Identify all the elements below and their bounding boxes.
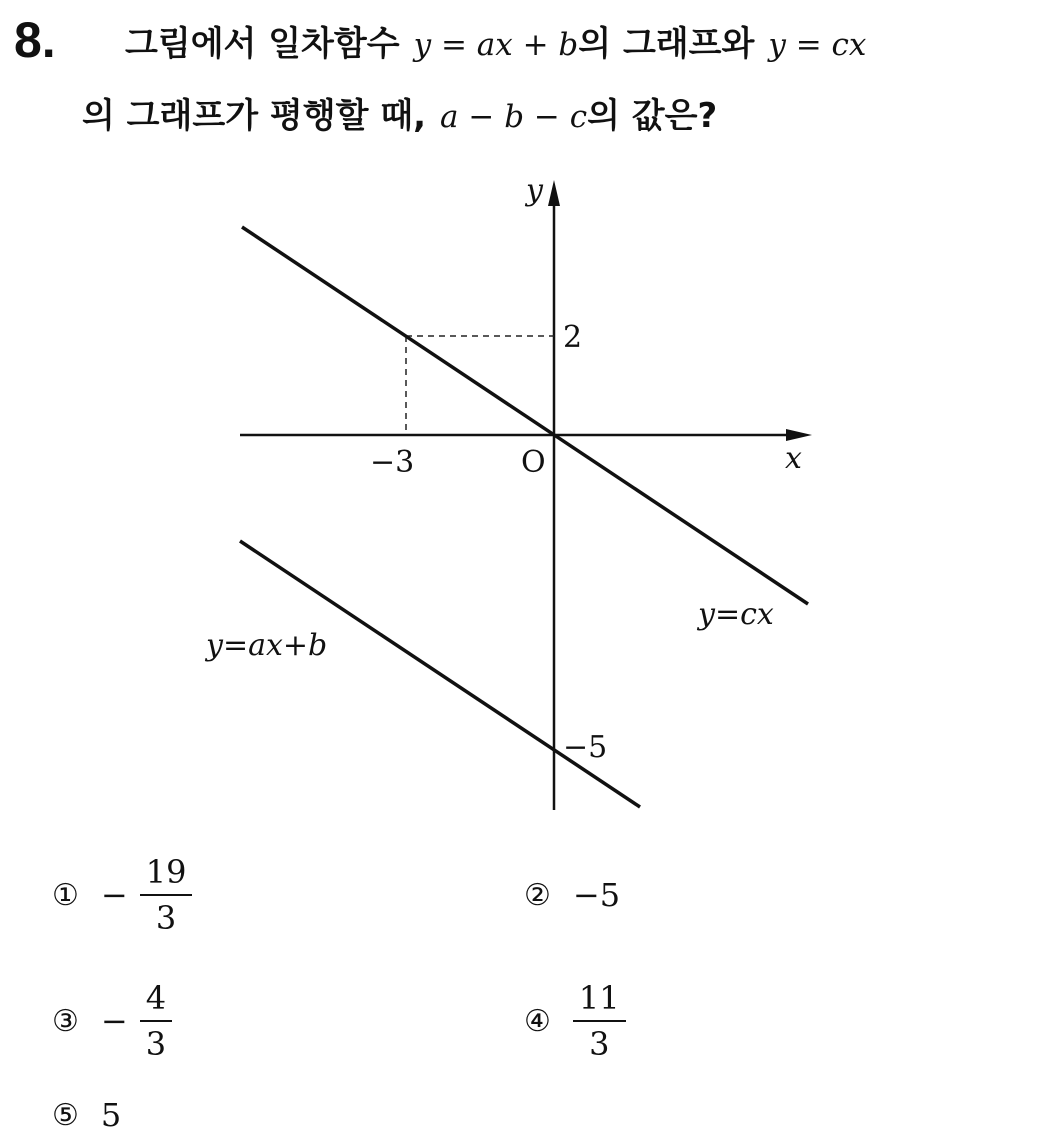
line-label-y-ax-plus-b: y=ax+b: [206, 628, 328, 663]
choice-1[interactable]: [52, 852, 192, 938]
choice-2[interactable]: [524, 876, 620, 914]
choice-marker: ③: [52, 1003, 79, 1039]
choice-value: 5: [100, 1096, 122, 1134]
fraction-denominator: 3: [155, 899, 177, 937]
question-number: 8.: [14, 12, 56, 68]
fraction-bar: [140, 894, 193, 896]
choice-3[interactable]: [52, 978, 172, 1064]
choice-4[interactable]: [524, 978, 626, 1064]
choice-marker: ④: [524, 1003, 551, 1039]
fraction-numerator: 11: [578, 979, 620, 1017]
math-expression: a − b − c: [440, 99, 588, 135]
tick-label-y-neg5: −5: [563, 730, 608, 765]
choice-fraction: [140, 852, 193, 938]
math-expression: y = cx: [768, 27, 867, 63]
choice-sign: −: [100, 1002, 128, 1040]
fraction-numerator: 19: [145, 853, 187, 891]
question-text: 그림에서 일차함수: [125, 24, 400, 64]
choice-fraction: [573, 978, 626, 1064]
choice-fraction: [140, 978, 172, 1064]
question-text: 의 값은?: [587, 96, 718, 136]
fraction-denominator: 3: [589, 1025, 610, 1063]
x-axis-label: x: [785, 441, 802, 476]
fraction-numerator: 4: [145, 979, 167, 1017]
fraction-denominator: 3: [145, 1025, 167, 1063]
line-y-ax-plus-b: [240, 541, 640, 807]
tick-label-y-2: 2: [563, 320, 583, 355]
choice-marker: ②: [524, 877, 551, 913]
choice-value: −5: [572, 876, 621, 914]
x-axis-arrow: [786, 429, 812, 441]
origin-label: O: [521, 445, 546, 480]
fraction-bar: [573, 1020, 626, 1022]
y-axis-label: y: [526, 173, 543, 208]
line-label-y-cx: y=cx: [698, 597, 774, 632]
question-text: 의 그래프와: [578, 24, 755, 64]
choice-marker: ⑤: [52, 1097, 79, 1133]
choice-marker: ①: [52, 877, 79, 913]
line-y-cx: [242, 227, 808, 604]
fraction-bar: [140, 1020, 172, 1022]
choice-5[interactable]: [52, 1096, 121, 1134]
tick-label-x-neg3: −3: [370, 445, 415, 480]
question-text: 의 그래프가 평행할 때,: [82, 96, 427, 136]
math-expression: y = ax + b: [413, 27, 579, 63]
y-axis-arrow: [548, 180, 560, 206]
choice-sign: −: [100, 876, 128, 914]
